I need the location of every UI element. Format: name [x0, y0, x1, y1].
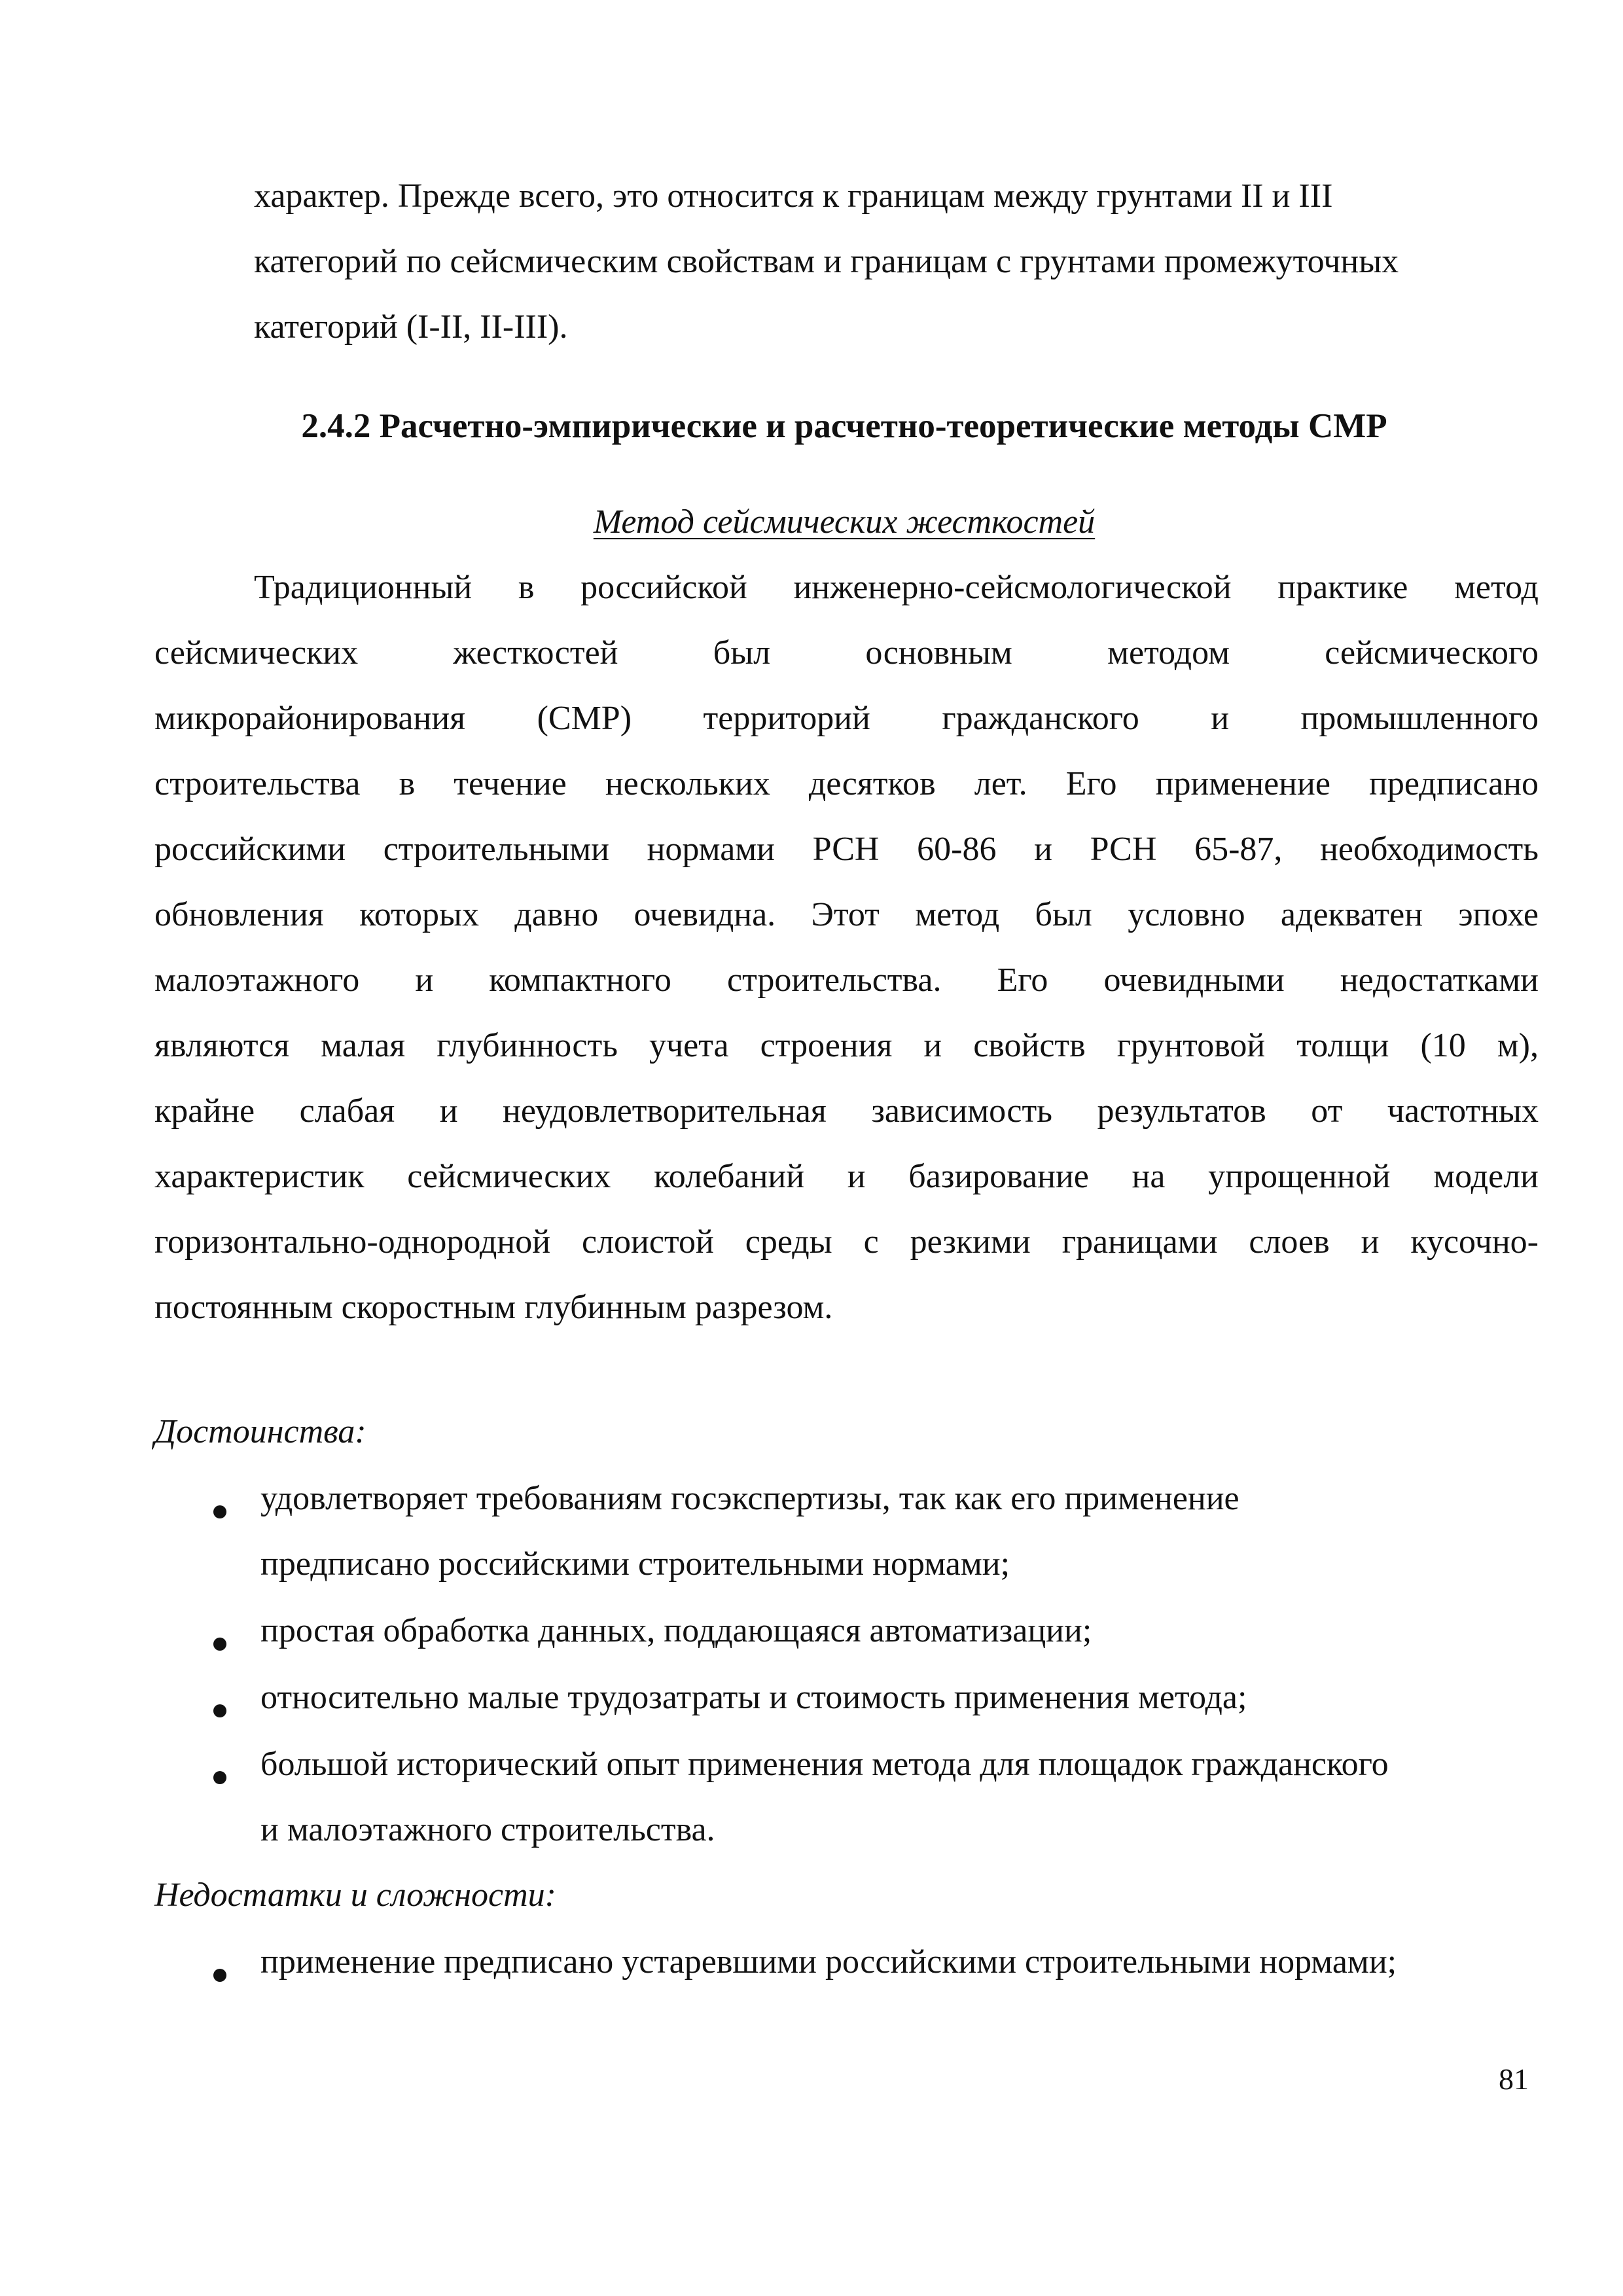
advantage-item-1-line-1: удовлетворяет требованиям госэкспертизы, так как его применение: [260, 1480, 1240, 1517]
paragraph-line-6: обновления которых давно очевидна. Этот метод был условно адекватен эпохе: [154, 896, 1539, 933]
advantage-item-4-line-1: большой исторический опыт применения метода для площадок гражданского: [260, 1746, 1389, 1783]
intro-line-3: категорий (I-II, II-III).: [254, 308, 568, 346]
paragraph-line-1: Традиционный в российской инженерно-сейсмологической практике метод: [254, 569, 1539, 606]
paragraph-line-5: российскими строительными нормами РСН 60-86 и РСН 65-87, необходимость: [154, 831, 1539, 868]
paragraph-line-8: являются малая глубинность учета строения и свойств грунтовой толщи (10 м),: [154, 1027, 1539, 1064]
bullet-icon: [213, 1638, 226, 1651]
paragraph-line-7: малоэтажного и компактного строительства. Его очевидными недостатками: [154, 961, 1539, 999]
intro-line-1: характер. Прежде всего, это относится к границам между грунтами II и III: [254, 177, 1333, 215]
advantages-label: Достоинства:: [154, 1413, 366, 1450]
bullet-icon: [213, 1969, 226, 1982]
bullet-icon: [213, 1771, 226, 1784]
bullet-icon: [213, 1505, 226, 1518]
method-title: Метод сейсмических жесткостей: [593, 503, 1096, 541]
disadvantages-label: Недостатки и сложности:: [154, 1876, 556, 1914]
paragraph-line-2: сейсмических жесткостей был основным методом сейсмического: [154, 634, 1539, 672]
intro-line-2: категорий по сейсмическим свойствам и границам с грунтами промежуточных: [254, 243, 1399, 280]
advantage-item-3: относительно малые трудозатраты и стоимость применения метода;: [260, 1679, 1247, 1716]
paragraph-line-11: горизонтально-однородной слоистой среды с резкими границами слоев и кусочно-: [154, 1223, 1539, 1261]
disadvantage-item-1: применение предписано устаревшими российскими строительными нормами;: [260, 1943, 1397, 1981]
page-number: 81: [1499, 2062, 1529, 2096]
advantage-item-2: простая обработка данных, поддающаяся автоматизации;: [260, 1612, 1092, 1649]
paragraph-line-4: строительства в течение нескольких десятков лет. Его применение предписано: [154, 765, 1539, 802]
section-heading: 2.4.2 Расчетно-эмпирические и расчетно-теоретические методы СМР: [301, 407, 1387, 445]
bullet-icon: [213, 1704, 226, 1717]
paragraph-line-10: характеристик сейсмических колебаний и базирование на упрощенной модели: [154, 1158, 1539, 1195]
paragraph-line-9: крайне слабая и неудовлетворительная зависимость результатов от частотных: [154, 1092, 1539, 1130]
advantage-item-4-line-2: и малоэтажного строительства.: [260, 1811, 715, 1848]
advantage-item-1-line-2: предписано российскими строительными нормами;: [260, 1545, 1010, 1583]
paragraph-line-3: микрорайонирования (СМР) территорий гражданского и промышленного: [154, 700, 1539, 737]
paragraph-line-12: постоянным скоростным глубинным разрезом.: [154, 1289, 833, 1326]
